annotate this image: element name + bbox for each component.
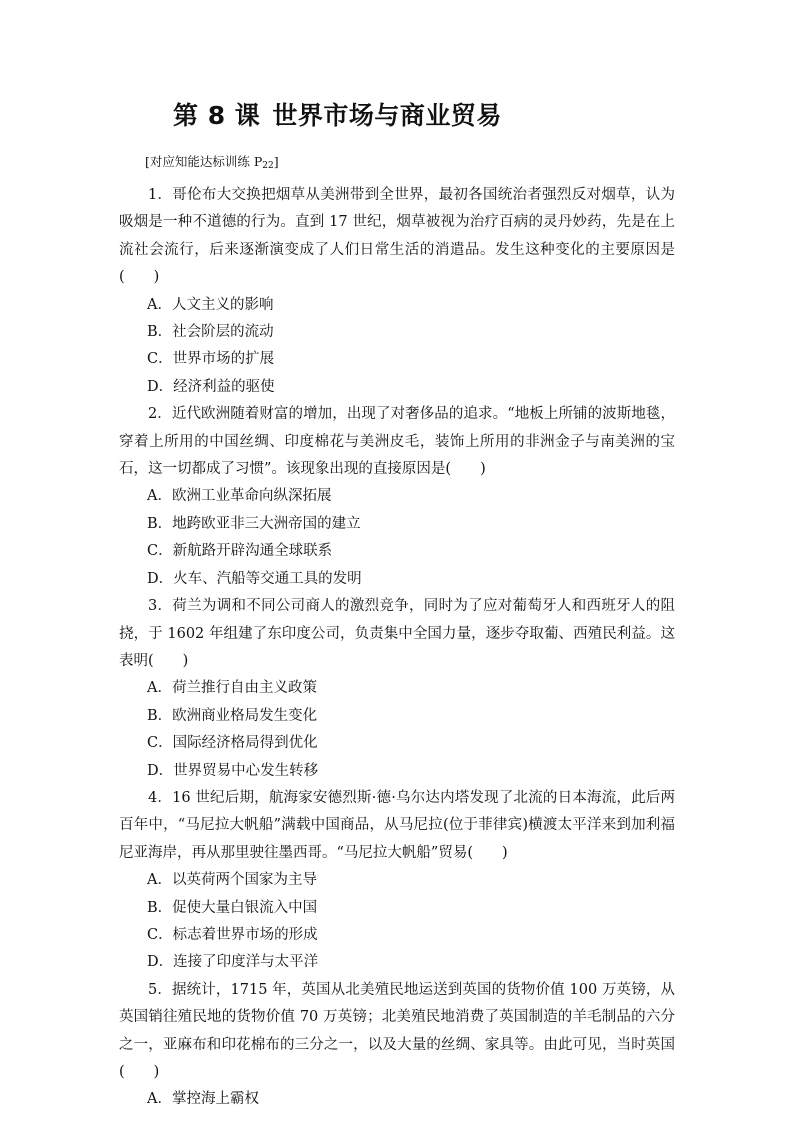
- question-item: [119, 182, 675, 401]
- question-list: [119, 182, 675, 1114]
- question-stem: 2．近代欧洲随着财富的增加，出现了对奢侈品的追求。“地板上所铺的波斯地毯，穿着上所用的中国丝绸、印度棉花与美洲皮毛，装饰上所用的非洲金子与南美洲的宝石，这一切都成了习惯”。该现象出现的直接原因是( ): [119, 406, 675, 478]
- answer-option: A．人文主义的影响: [147, 296, 274, 313]
- answer-option: C．国际经济格局得到优化: [147, 735, 318, 752]
- reference-page-number: 22: [262, 161, 274, 171]
- answer-option: D．世界贸易中心发生转移: [147, 762, 319, 779]
- question-stem: 1．哥伦布大交换把烟草从美洲带到全世界，最初各国统治者强烈反对烟草，认为吸烟是一种不道德的行为。直到 17 世纪，烟草被视为治疗百病的灵丹妙药，先是在上流社会流行，后来逐渐演变成了人们日常生活的消遣品。发生这种变化的主要原因是( ): [119, 187, 675, 286]
- question-item: [119, 785, 675, 977]
- question-stem: 3．荷兰为调和不同公司商人的激烈竞争，同时为了应对葡萄牙人和西班牙人的阻挠，于 1602 年组建了东印度公司，负责集中全国力量，逐步夺取葡、西殖民利益。这表明( ): [119, 598, 675, 669]
- answer-option: A．掌控海上霸权: [147, 1091, 259, 1108]
- answer-option: D．经济利益的驱使: [147, 378, 275, 395]
- question-stem: 4．16 世纪后期，航海家安德烈斯·德·乌尔达内塔发现了北流的日本海流，此后两百年中，“马尼拉大帆船”满载中国商品，从马尼拉(位于菲律宾)横渡太平洋来到加利福尼亚海岸，再从那里驶往墨西哥。“马尼拉大帆船”贸易( ): [119, 789, 675, 861]
- answer-option: B．促使大量白银流入中国: [147, 899, 318, 916]
- page-title: [173, 96, 502, 132]
- question-item: [119, 593, 675, 785]
- answer-option: B．欧洲商业格局发生变化: [147, 707, 318, 724]
- answer-option: C．世界市场的扩展: [147, 351, 275, 368]
- lesson-number: 第 8 课: [173, 101, 261, 130]
- exercise-reference: [145, 152, 279, 171]
- answer-option: B．地跨欧亚非三大洲帝国的建立: [147, 515, 361, 532]
- answer-option: D．连接了印度洋与太平洋: [147, 954, 319, 971]
- question-item: [119, 401, 675, 593]
- question-stem: 5．据统计，1715 年，英国从北美殖民地运送到英国的货物价值 100 万英镑，从英国销往殖民地的货物价值 70 万英镑；北美殖民地消费了英国制造的羊毛制品的六分之一，亚麻布和印花棉布的三分之一，以及大量的丝绸、家具等。由此可见，当时英国( ): [119, 981, 675, 1080]
- answer-option: C．标志着世界市场的形成: [147, 926, 318, 943]
- answer-option: A．以英荷两个国家为主导: [147, 872, 317, 889]
- reference-prefix: [对应知能达标训练 P: [145, 154, 263, 169]
- answer-option: B．社会阶层的流动: [147, 324, 274, 341]
- answer-option: A．欧洲工业革命向纵深拓展: [147, 488, 332, 505]
- answer-option: D．火车、汽船等交通工具的发明: [147, 570, 362, 587]
- lesson-topic: 世界市场与商业贸易: [272, 101, 502, 130]
- answer-option: A．荷兰推行自由主义政策: [147, 680, 317, 697]
- reference-suffix: ]: [273, 154, 279, 169]
- question-item: [119, 977, 675, 1114]
- answer-option: C．新航路开辟沟通全球联系: [147, 543, 333, 560]
